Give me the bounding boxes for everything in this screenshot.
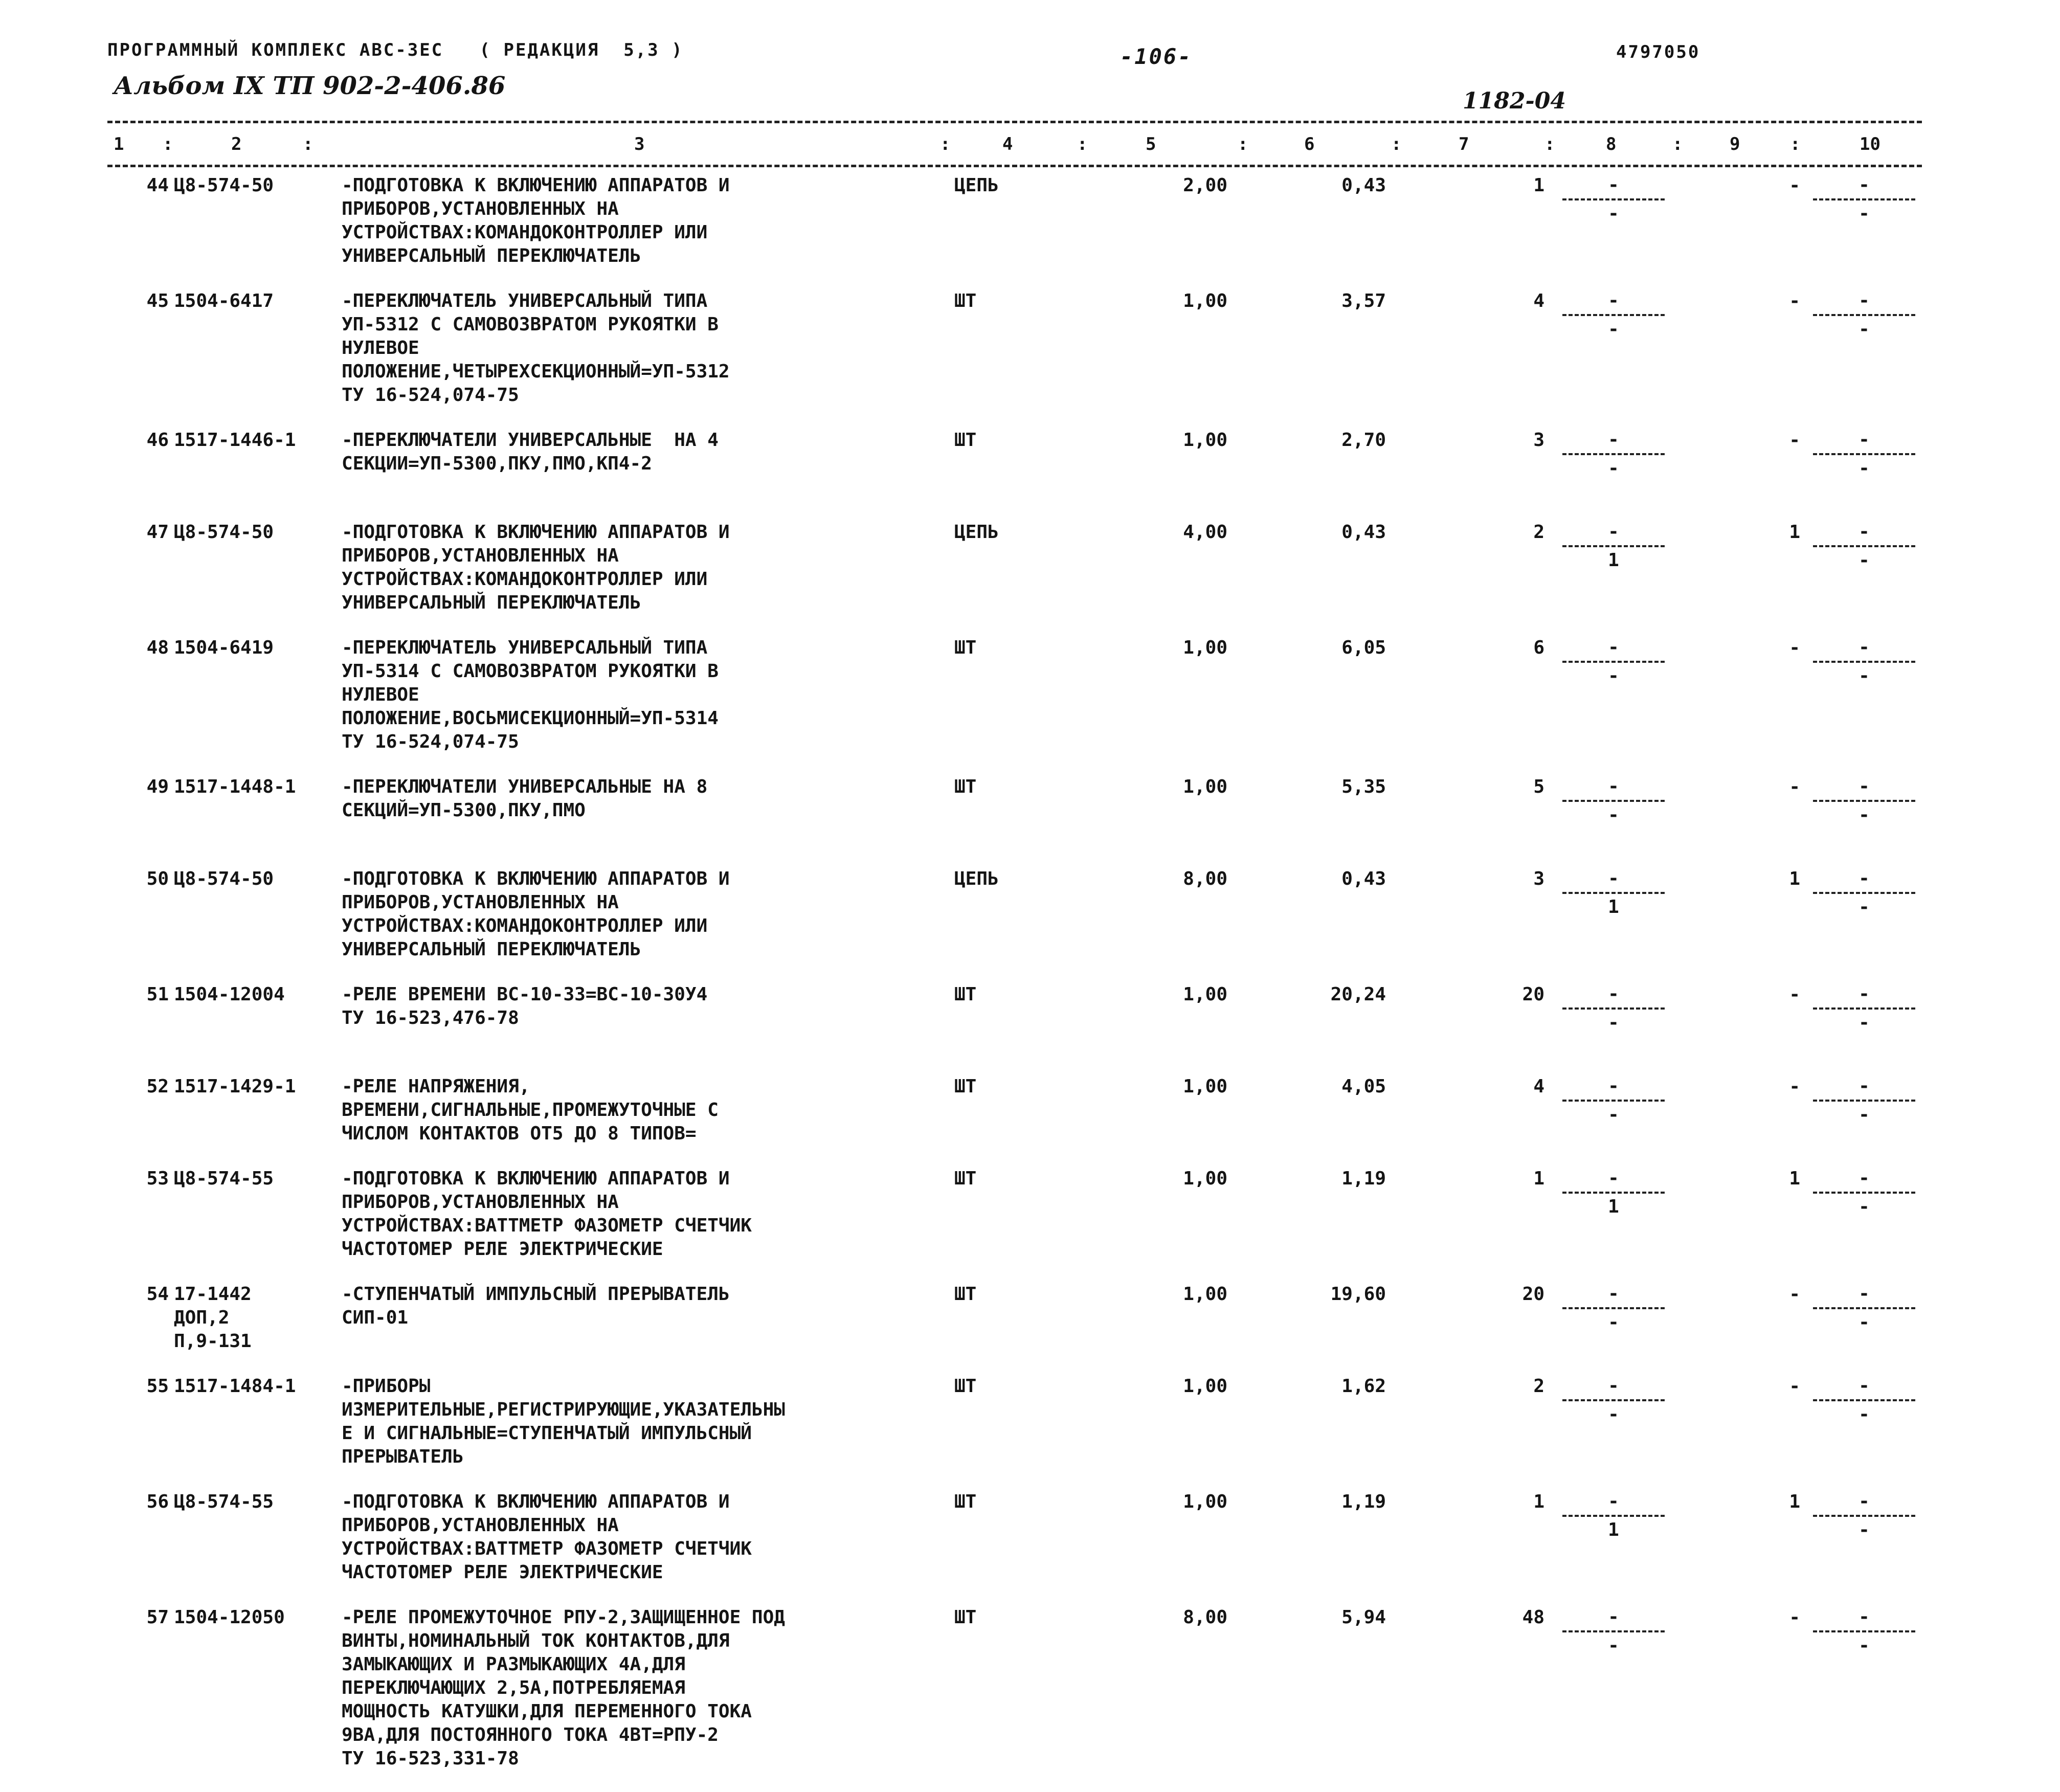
column-10-value-fraction-bar	[1813, 1399, 1915, 1401]
item-code: Ц8-574-50	[174, 175, 274, 196]
column-9-value: -	[1789, 290, 1800, 311]
item-description: -ПОДГОТОВКА К ВКЛЮЧЕНИЮ АППАРАТОВ И ПРИБОРОВ,УСТАНОВЛЕННЫХ НА УСТРОЙСТВАХ:ВАТТМЕТР ФАЗОМЕТР СЧЕТЧИК ЧАСТОТОМЕР РЕЛЕ ЭЛЕКТРИЧЕСКИЕ	[342, 1168, 752, 1260]
spec-table	[0, 174, 2060, 1792]
unit: ЦЕПЬ	[954, 175, 999, 196]
column-header: :	[1391, 134, 1402, 154]
column-8-value-numerator: -	[1608, 429, 1619, 450]
item-code: Ц8-574-50	[174, 522, 274, 543]
row-number: 51	[146, 984, 169, 1005]
column-8-value-fraction-bar	[1562, 198, 1665, 200]
column-10-value-fraction-bar	[1813, 1515, 1915, 1517]
column-10-value	[1810, 1490, 1918, 1541]
unit-price: 6,05	[1341, 637, 1386, 658]
column-7-value: 1	[1533, 175, 1544, 196]
column-header: 6	[1304, 134, 1315, 154]
album-reference: Альбом IX ТП 902-2-406.86	[114, 72, 506, 100]
column-8-value-denominator: -	[1608, 1104, 1619, 1125]
column-8-value	[1560, 775, 1667, 826]
unit: ШТ	[954, 1607, 977, 1628]
column-8-value-fraction-bar	[1562, 1007, 1665, 1010]
item-description: -РЕЛЕ НАПРЯЖЕНИЯ, ВРЕМЕНИ,СИГНАЛЬНЫЕ,ПРОМЕЖУТОЧНЫЕ С ЧИСЛОМ КОНТАКТОВ ОТ5 ДО 8 ТИПОВ=	[342, 1076, 719, 1144]
column-7-value: 5	[1533, 776, 1544, 797]
column-8-value-fraction-bar	[1562, 1515, 1665, 1517]
table-row	[0, 1075, 2060, 1167]
column-10-value-fraction-bar	[1813, 198, 1915, 200]
unit-price: 0,43	[1341, 175, 1386, 196]
row-number: 48	[146, 637, 169, 658]
column-8-value-fraction-bar	[1562, 453, 1665, 455]
column-9-value: -	[1789, 430, 1800, 451]
item-description: -ПЕРЕКЛЮЧАТЕЛИ УНИВЕРСАЛЬНЫЕ НА 8 СЕКЦИЙ=УП-5300,ПКУ,ПМО	[342, 776, 708, 821]
item-description: -ПЕРЕКЛЮЧАТЕЛИ УНИВЕРСАЛЬНЫЕ НА 4 СЕКЦИИ=УП-5300,ПКУ,ПМО,КП4-2	[342, 430, 719, 474]
column-9-value: -	[1789, 175, 1800, 196]
handwritten-stamp: 1182-04	[1463, 88, 1566, 114]
row-number: 50	[146, 868, 169, 889]
column-8-value-denominator: -	[1608, 665, 1619, 686]
column-10-value-fraction-bar	[1813, 1007, 1915, 1010]
column-8-value-denominator: 1	[1608, 1196, 1619, 1217]
unit: ШТ	[954, 1076, 977, 1097]
column-header: 8	[1606, 134, 1617, 154]
item-code: 1517-1484-1	[174, 1376, 296, 1397]
column-header: 7	[1459, 134, 1469, 154]
column-8-value-numerator: -	[1608, 290, 1619, 311]
quantity: 1,00	[1183, 776, 1227, 797]
column-10-value	[1810, 867, 1918, 919]
item-code: Ц8-574-55	[174, 1491, 274, 1512]
column-10-value-fraction-bar	[1813, 453, 1915, 455]
column-8-value-denominator: -	[1608, 319, 1619, 340]
column-8-value-numerator: -	[1608, 1076, 1619, 1096]
column-10-value-fraction-bar	[1813, 661, 1915, 663]
row-number: 55	[146, 1376, 169, 1397]
column-7-value: 4	[1533, 1076, 1544, 1097]
column-10-value	[1810, 429, 1918, 480]
column-10-value-numerator: -	[1859, 1168, 1870, 1189]
program-title: ПРОГРАММНЫЙ КОМПЛЕКС АВС-ЗЕС ( РЕДАКЦИЯ 5,3 )	[107, 40, 684, 60]
unit: ЦЕПЬ	[954, 868, 999, 889]
item-description: -РЕЛЕ ВРЕМЕНИ ВС-10-33=ВС-10-30У4 ТУ 16-523,476-78	[342, 984, 708, 1028]
unit: ШТ	[954, 1376, 977, 1397]
column-8-value-fraction-bar	[1562, 1630, 1665, 1632]
page-number: -106-	[1120, 44, 1193, 69]
row-number: 52	[146, 1076, 169, 1097]
column-8-value-numerator: -	[1608, 1283, 1619, 1304]
column-10-value-fraction-bar	[1813, 1100, 1915, 1102]
column-8-value	[1560, 636, 1667, 687]
unit-price: 20,24	[1330, 984, 1386, 1005]
column-8-value-denominator: 1	[1608, 550, 1619, 571]
item-code: 1517-1429-1	[174, 1076, 296, 1097]
row-number: 49	[146, 776, 169, 797]
quantity: 1,00	[1183, 290, 1227, 311]
column-10-value	[1810, 1283, 1918, 1334]
row-number: 57	[146, 1607, 169, 1628]
column-10-value-numerator: -	[1859, 521, 1870, 542]
item-description: -ПОДГОТОВКА К ВКЛЮЧЕНИЮ АППАРАТОВ И ПРИБОРОВ,УСТАНОВЛЕННЫХ НА УСТРОЙСТВАХ:КОМАНДОКОНТРОЛЛЕР ИЛИ УНИВЕРСАЛЬНЫЙ ПЕРЕКЛЮЧАТЕЛЬ	[342, 175, 730, 266]
column-header: :	[1544, 134, 1555, 154]
column-header: 2	[231, 134, 242, 154]
column-10-value-numerator: -	[1859, 290, 1870, 311]
column-8-value-fraction-bar	[1562, 661, 1665, 663]
table-row	[0, 636, 2060, 775]
column-10-value-numerator: -	[1859, 637, 1870, 658]
item-code: Ц8-574-50	[174, 868, 274, 889]
column-header: 1	[114, 134, 124, 154]
column-10-value-fraction-bar	[1813, 1192, 1915, 1194]
column-9-value: 1	[1789, 868, 1800, 889]
item-code: 1504-12050	[174, 1607, 285, 1628]
column-header: 10	[1860, 134, 1880, 154]
item-description: -ПЕРЕКЛЮЧАТЕЛЬ УНИВЕРСАЛЬНЫЙ ТИПА УП-5312 С САМОВОЗВРАТОМ РУКОЯТКИ В НУЛЕВОЕ ПОЛОЖЕНИЕ,ЧЕТЫРЕХСЕКЦИОННЫЙ=УП-5312 ТУ 16-524,074-75	[342, 290, 730, 406]
column-7-value: 3	[1533, 430, 1544, 451]
column-8-value-numerator: -	[1608, 983, 1619, 1004]
item-code: 17-1442 ДОП,2 П,9-131	[174, 1284, 252, 1352]
column-8-value-denominator: -	[1608, 1635, 1619, 1656]
column-10-value-numerator: -	[1859, 1076, 1870, 1096]
column-10-value-denominator: -	[1859, 1519, 1870, 1540]
column-8-value-denominator: 1	[1608, 897, 1619, 917]
column-10-value	[1810, 636, 1918, 687]
column-8-value-denominator: -	[1608, 804, 1619, 825]
unit-price: 4,05	[1341, 1076, 1386, 1097]
item-code: Ц8-574-55	[174, 1168, 274, 1189]
item-code: 1517-1448-1	[174, 776, 296, 797]
unit: ШТ	[954, 1168, 977, 1189]
quantity: 4,00	[1183, 522, 1227, 543]
column-7-value: 2	[1533, 522, 1544, 543]
column-10-value-denominator: -	[1859, 319, 1870, 340]
column-10-value	[1810, 289, 1918, 341]
quantity: 1,00	[1183, 1168, 1227, 1189]
column-8-value-fraction-bar	[1562, 314, 1665, 316]
column-7-value: 6	[1533, 637, 1544, 658]
column-10-value-denominator: -	[1859, 1012, 1870, 1033]
column-8-value-numerator: -	[1608, 174, 1619, 195]
column-header: 4	[1002, 134, 1013, 154]
table-row	[0, 1167, 2060, 1283]
column-10-value	[1810, 174, 1918, 225]
column-10-value-fraction-bar	[1813, 1630, 1915, 1632]
quantity: 1,00	[1183, 1076, 1227, 1097]
item-description: -ПРИБОРЫ ИЗМЕРИТЕЛЬНЫЕ,РЕГИСТРИРУЮЩИЕ,УКАЗАТЕЛЬНЫ Е И СИГНАЛЬНЫЕ=СТУПЕНЧАТЫЙ ИМПУЛЬСНЫЙ ПРЕРЫВАТЕЛЬ	[342, 1376, 785, 1467]
column-10-value-denominator: -	[1859, 1196, 1870, 1217]
unit-price: 3,57	[1341, 290, 1386, 311]
column-10-value-denominator: -	[1859, 897, 1870, 917]
table-row	[0, 1375, 2060, 1490]
table-row	[0, 1283, 2060, 1375]
column-10-value-denominator: -	[1859, 665, 1870, 686]
column-9-value: 1	[1789, 522, 1800, 543]
column-7-value: 20	[1522, 984, 1544, 1005]
column-10-value-fraction-bar	[1813, 892, 1915, 894]
column-8-value	[1560, 867, 1667, 919]
column-8-value-numerator: -	[1608, 1168, 1619, 1189]
unit-price: 1,62	[1341, 1376, 1386, 1397]
item-code: 1504-6419	[174, 637, 274, 658]
column-8-value-numerator: -	[1608, 521, 1619, 542]
table-row	[0, 289, 2060, 429]
column-10-value-denominator: -	[1859, 1635, 1870, 1656]
column-8-value	[1560, 289, 1667, 341]
row-number: 53	[146, 1168, 169, 1189]
column-10-value-numerator: -	[1859, 429, 1870, 450]
item-description: -ПОДГОТОВКА К ВКЛЮЧЕНИЮ АППАРАТОВ И ПРИБОРОВ,УСТАНОВЛЕННЫХ НА УСТРОЙСТВАХ:КОМАНДОКОНТРОЛЛЕР ИЛИ УНИВЕРСАЛЬНЫЙ ПЕРЕКЛЮЧАТЕЛЬ	[342, 522, 730, 613]
table-row	[0, 1606, 2060, 1792]
column-8-value	[1560, 1375, 1667, 1426]
column-9-value: -	[1789, 1607, 1800, 1628]
column-8-value	[1560, 1606, 1667, 1657]
item-code: 1504-6417	[174, 290, 274, 311]
column-8-value-numerator: -	[1608, 1491, 1619, 1512]
column-10-value-numerator: -	[1859, 776, 1870, 797]
quantity: 1,00	[1183, 984, 1227, 1005]
column-8-value-denominator: -	[1608, 203, 1619, 224]
quantity: 1,00	[1183, 430, 1227, 451]
column-9-value: -	[1789, 1076, 1800, 1097]
column-8-value-fraction-bar	[1562, 1100, 1665, 1102]
table-row	[0, 521, 2060, 636]
column-10-value-fraction-bar	[1813, 1307, 1915, 1309]
column-8-value-numerator: -	[1608, 637, 1619, 658]
column-9-value: -	[1789, 1376, 1800, 1397]
column-7-value: 1	[1533, 1168, 1544, 1189]
column-10-value	[1810, 521, 1918, 572]
column-8-value-denominator: -	[1608, 1404, 1619, 1425]
row-number: 45	[146, 290, 169, 311]
column-7-value: 20	[1522, 1284, 1544, 1305]
column-9-value: -	[1789, 984, 1800, 1005]
column-8-value	[1560, 1075, 1667, 1126]
unit-price: 1,19	[1341, 1491, 1386, 1512]
unit-price: 0,43	[1341, 522, 1386, 543]
column-8-value-fraction-bar	[1562, 1192, 1665, 1194]
item-code: 1504-12004	[174, 984, 285, 1005]
column-header: :	[1790, 134, 1801, 154]
column-9-value: -	[1789, 1284, 1800, 1305]
column-8-value-denominator: -	[1608, 1312, 1619, 1333]
column-10-value-numerator: -	[1859, 868, 1870, 889]
table-row	[0, 775, 2060, 867]
column-10-value-denominator: -	[1859, 1404, 1870, 1425]
column-8-value-fraction-bar	[1562, 800, 1665, 802]
table-row	[0, 867, 2060, 983]
quantity: 1,00	[1183, 1284, 1227, 1305]
column-10-value-numerator: -	[1859, 174, 1870, 195]
column-8-value-numerator: -	[1608, 1606, 1619, 1627]
item-code: 1517-1446-1	[174, 430, 296, 451]
column-8-value	[1560, 521, 1667, 572]
column-10-value-fraction-bar	[1813, 545, 1915, 547]
quantity: 2,00	[1183, 175, 1227, 196]
row-number: 56	[146, 1491, 169, 1512]
top-rule	[107, 121, 1922, 123]
quantity: 8,00	[1183, 1607, 1227, 1628]
column-10-value	[1810, 1167, 1918, 1218]
table-row	[0, 429, 2060, 521]
column-10-value-fraction-bar	[1813, 800, 1915, 802]
column-header: :	[1672, 134, 1683, 154]
column-10-value-fraction-bar	[1813, 314, 1915, 316]
unit-price: 2,70	[1341, 430, 1386, 451]
column-8-value-denominator: -	[1608, 1012, 1619, 1033]
column-9-value: -	[1789, 637, 1800, 658]
item-description: -ПОДГОТОВКА К ВКЛЮЧЕНИЮ АППАРАТОВ И ПРИБОРОВ,УСТАНОВЛЕННЫХ НА УСТРОЙСТВАХ:КОМАНДОКОНТРОЛЛЕР ИЛИ УНИВЕРСАЛЬНЫЙ ПЕРЕКЛЮЧАТЕЛЬ	[342, 868, 730, 960]
column-8-value	[1560, 429, 1667, 480]
row-number: 54	[146, 1284, 169, 1305]
item-description: -ПЕРЕКЛЮЧАТЕЛЬ УНИВЕРСАЛЬНЫЙ ТИПА УП-5314 С САМОВОЗВРАТОМ РУКОЯТКИ В НУЛЕВОЕ ПОЛОЖЕНИЕ,ВОСЬМИСЕКЦИОННЫЙ=УП-5314 ТУ 16-524,074-75	[342, 637, 719, 752]
column-8-value-fraction-bar	[1562, 1399, 1665, 1401]
unit-price: 1,19	[1341, 1168, 1386, 1189]
column-10-value-numerator: -	[1859, 983, 1870, 1004]
column-9-value: 1	[1789, 1168, 1800, 1189]
column-header: :	[303, 134, 314, 154]
column-7-value: 1	[1533, 1491, 1544, 1512]
column-8-value	[1560, 1490, 1667, 1541]
column-8-value-numerator: -	[1608, 776, 1619, 797]
column-7-value: 2	[1533, 1376, 1544, 1397]
quantity: 1,00	[1183, 1376, 1227, 1397]
quantity: 8,00	[1183, 868, 1227, 889]
quantity: 1,00	[1183, 1491, 1227, 1512]
unit-price: 5,94	[1341, 1607, 1386, 1628]
row-number: 46	[146, 430, 169, 451]
unit: ШТ	[954, 637, 977, 658]
column-8-value-numerator: -	[1608, 1375, 1619, 1396]
unit: ШТ	[954, 984, 977, 1005]
table-row	[0, 174, 2060, 289]
quantity: 1,00	[1183, 637, 1227, 658]
column-8-value	[1560, 983, 1667, 1034]
column-10-value-denominator: -	[1859, 1104, 1870, 1125]
column-8-value-denominator: -	[1608, 458, 1619, 479]
item-description: -ПОДГОТОВКА К ВКЛЮЧЕНИЮ АППАРАТОВ И ПРИБОРОВ,УСТАНОВЛЕННЫХ НА УСТРОЙСТВАХ:ВАТТМЕТР ФАЗОМЕТР СЧЕТЧИК ЧАСТОТОМЕР РЕЛЕ ЭЛЕКТРИЧЕСКИЕ	[342, 1491, 752, 1583]
column-header: 9	[1730, 134, 1740, 154]
column-9-value: -	[1789, 776, 1800, 797]
column-header: :	[940, 134, 951, 154]
column-10-value	[1810, 1375, 1918, 1426]
column-7-value: 3	[1533, 868, 1544, 889]
item-description: -СТУПЕНЧАТЫЙ ИМПУЛЬСНЫЙ ПРЕРЫВАТЕЛЬ СИП-01	[342, 1284, 730, 1328]
column-8-value	[1560, 1167, 1667, 1218]
column-8-value	[1560, 174, 1667, 225]
column-8-value-denominator: 1	[1608, 1519, 1619, 1540]
column-8-value	[1560, 1283, 1667, 1334]
column-10-value-denominator: -	[1859, 1312, 1870, 1333]
unit: ШТ	[954, 1284, 977, 1305]
column-10-value-denominator: -	[1859, 458, 1870, 479]
unit-price: 0,43	[1341, 868, 1386, 889]
column-10-value-denominator: -	[1859, 804, 1870, 825]
column-header: :	[163, 134, 173, 154]
column-8-value-fraction-bar	[1562, 545, 1665, 547]
row-number: 47	[146, 522, 169, 543]
unit-price: 5,35	[1341, 776, 1386, 797]
column-header: 5	[1146, 134, 1156, 154]
column-10-value-numerator: -	[1859, 1375, 1870, 1396]
column-8-value-fraction-bar	[1562, 1307, 1665, 1309]
column-10-value-denominator: -	[1859, 550, 1870, 571]
column-9-value: 1	[1789, 1491, 1800, 1512]
column-10-value	[1810, 1075, 1918, 1126]
column-10-value-numerator: -	[1859, 1491, 1870, 1512]
unit-price: 19,60	[1330, 1284, 1386, 1305]
column-7-value: 48	[1522, 1607, 1544, 1628]
unit: ШТ	[954, 1491, 977, 1512]
column-header: :	[1238, 134, 1248, 154]
column-header: :	[1077, 134, 1088, 154]
column-8-value-fraction-bar	[1562, 892, 1665, 894]
column-10-value-numerator: -	[1859, 1283, 1870, 1304]
column-8-value-numerator: -	[1608, 868, 1619, 889]
column-10-value	[1810, 775, 1918, 826]
table-row	[0, 983, 2060, 1075]
document-code: 4797050	[1616, 42, 1700, 62]
table-row	[0, 1490, 2060, 1606]
column-10-value	[1810, 1606, 1918, 1657]
unit: ШТ	[954, 776, 977, 797]
unit: ШТ	[954, 290, 977, 311]
unit: ШТ	[954, 430, 977, 451]
header-rule	[107, 165, 1922, 167]
column-10-value-denominator: -	[1859, 203, 1870, 224]
item-description: -РЕЛЕ ПРОМЕЖУТОЧНОЕ РПУ-2,ЗАЩИЩЕННОЕ ПОД ВИНТЫ,НОМИНАЛЬНЫЙ ТОК КОНТАКТОВ,ДЛЯ ЗАМЫКАЮЩИХ И РАЗМЫКАЮЩИХ 4А,ДЛЯ ПЕРЕКЛЮЧАЮЩИХ 2,5А,ПОТРЕБЛЯЕМАЯ МОЩНОСТЬ КАТУШКИ,ДЛЯ ПЕРЕМЕННОГО ТОКА 9ВА,ДЛЯ ПОСТОЯННОГО ТОКА 4ВТ=РПУ-2 ТУ 16-523,331-78	[342, 1607, 785, 1769]
unit: ЦЕПЬ	[954, 522, 999, 543]
row-number: 44	[146, 175, 169, 196]
column-10-value	[1810, 983, 1918, 1034]
column-10-value-numerator: -	[1859, 1606, 1870, 1627]
column-7-value: 4	[1533, 290, 1544, 311]
column-header: 3	[634, 134, 645, 154]
